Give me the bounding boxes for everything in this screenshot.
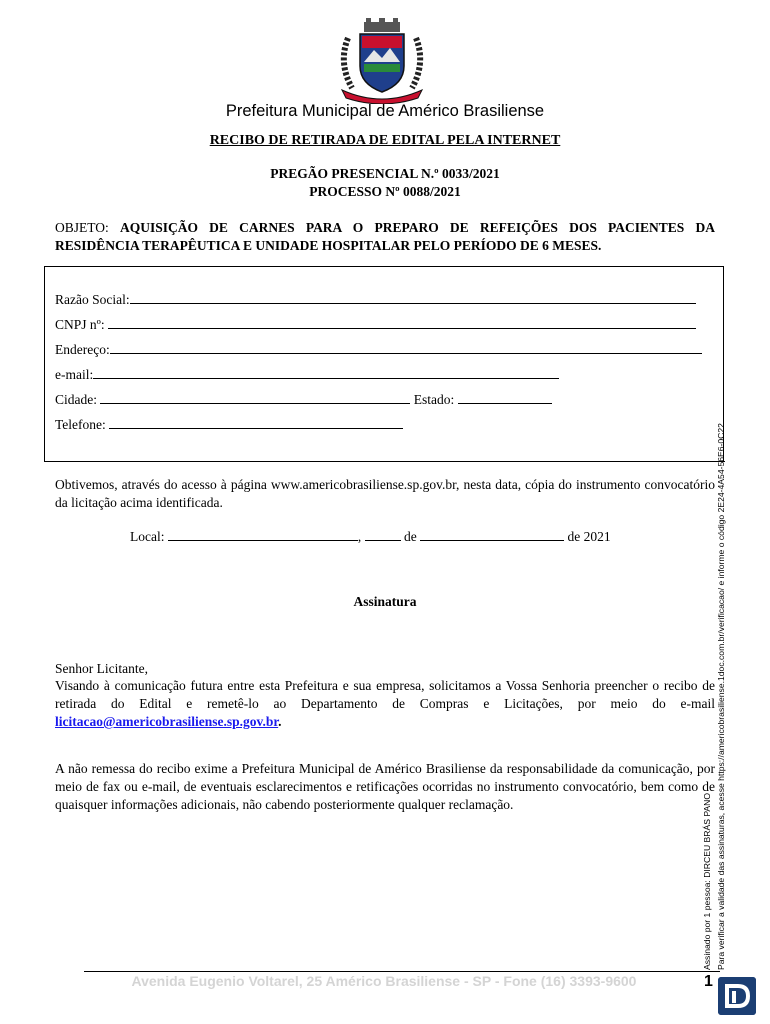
cidade-label: Cidade:: [55, 392, 97, 407]
estado-line: [458, 389, 552, 404]
cnpj-line: [108, 314, 696, 329]
month-line: [420, 526, 564, 541]
email-field[interactable]: [55, 364, 559, 382]
cidade-line: [100, 389, 410, 404]
objeto-paragraph: [55, 219, 715, 255]
telefone-label: Telefone:: [55, 417, 106, 432]
signature-verification[interactable]: Para verificar a validade das assinaturas, acesse https://americobrasiliense.1doc.com.br/verificacao/ e informe o código 2E24-4A54-56E6-0C22: [716, 423, 726, 970]
cnpj-field[interactable]: [55, 314, 696, 332]
form-box-bottom-rule: [45, 461, 725, 462]
greeting: Senhor Licitante,: [55, 661, 148, 676]
footer-address: Avenida Eugenio Voltarel, 25 Américo Brasiliense - SP - Fone (16) 3393-9600: [131, 973, 637, 989]
local-de-label: de: [403, 529, 417, 544]
cidade-field[interactable]: [55, 389, 552, 407]
local-line: [168, 526, 358, 541]
local-label: Local:: [130, 529, 165, 544]
municipal-crest-logo: [334, 18, 430, 104]
endereco-label: Endereço:: [55, 342, 110, 357]
local-year-label: de 2021: [567, 529, 611, 544]
visando-paragraph: [55, 677, 715, 731]
email-label: e-mail:: [55, 367, 94, 382]
page-number: 1: [704, 973, 713, 990]
razao-social-line: [130, 289, 696, 304]
objeto-text: AQUISIÇÃO DE CARNES PARA O PREPARO DE REFEIÇÕES DOS PACIENTES DA RESIDÊNCIA TERAPÊUTICA E UNIDADE HOSPITALAR PELO PERÍODO DE 6 MESES.: [55, 220, 715, 253]
obtivemos-paragraph: Obtivemos, através do acesso à página www.americobrasiliense.sp.gov.br, nesta data, cópia do instrumento convocatório da licitação acima identificada.: [55, 477, 715, 510]
email-line: [93, 364, 559, 379]
licitacao-email-link[interactable]: licitacao@americobrasiliense.sp.gov.br: [55, 714, 279, 729]
visando-text: Visando à comunicação futura entre esta Prefeitura e sua empresa, solicitamos a Vossa Senhoria preencher o recibo de retirada do Edital e remetê-lo ao Departamento de Compras e Licitações, por meio do e-mail: [55, 678, 715, 711]
telefone-line: [109, 414, 403, 429]
day-line: [365, 526, 401, 541]
endereco-line: [110, 339, 702, 354]
razao-social-label: Razão Social:: [55, 292, 130, 307]
company-form-box: [44, 266, 724, 462]
endereco-field[interactable]: [55, 339, 702, 357]
estado-label: Estado:: [413, 392, 455, 407]
razao-social-field[interactable]: [55, 289, 696, 307]
processo-number: PROCESSO Nº 0088/2021: [309, 184, 461, 199]
municipality-name: Prefeitura Municipal de Américo Brasiliense: [225, 102, 545, 120]
visando-end: .: [278, 714, 282, 729]
local-date-line[interactable]: Local: , de de 2021: [130, 526, 611, 546]
objeto-label: OBJETO:: [55, 220, 120, 235]
signature-heading: Assinatura: [353, 594, 417, 609]
document-title: RECIBO DE RETIRADA DE EDITAL PELA INTERNET: [209, 133, 561, 148]
cnpj-label: CNPJ nº:: [55, 317, 105, 332]
pregao-number: PREGÃO PRESENCIAL N.º 0033/2021: [270, 166, 500, 181]
nao-remessa-paragraph: A não remessa do recibo exime a Prefeitura Municipal de Américo Brasiliense da responsabilidade da comunicação, por meio de fax ou e-mail, de eventuais esclarecimentos e retificações ocorridas no instrumento convocatório, bem como de quaisquer informações adicionais, não cabendo posteriormente qualquer reclamação.: [55, 761, 715, 812]
1doc-badge-icon: [718, 977, 756, 1015]
digital-signature-note: [700, 390, 732, 970]
footer-rule: [84, 971, 720, 972]
telefone-field[interactable]: [55, 414, 403, 432]
signature-signed-by: Assinado por 1 pessoa: DIRCEU BRÁS PANO: [702, 792, 712, 970]
